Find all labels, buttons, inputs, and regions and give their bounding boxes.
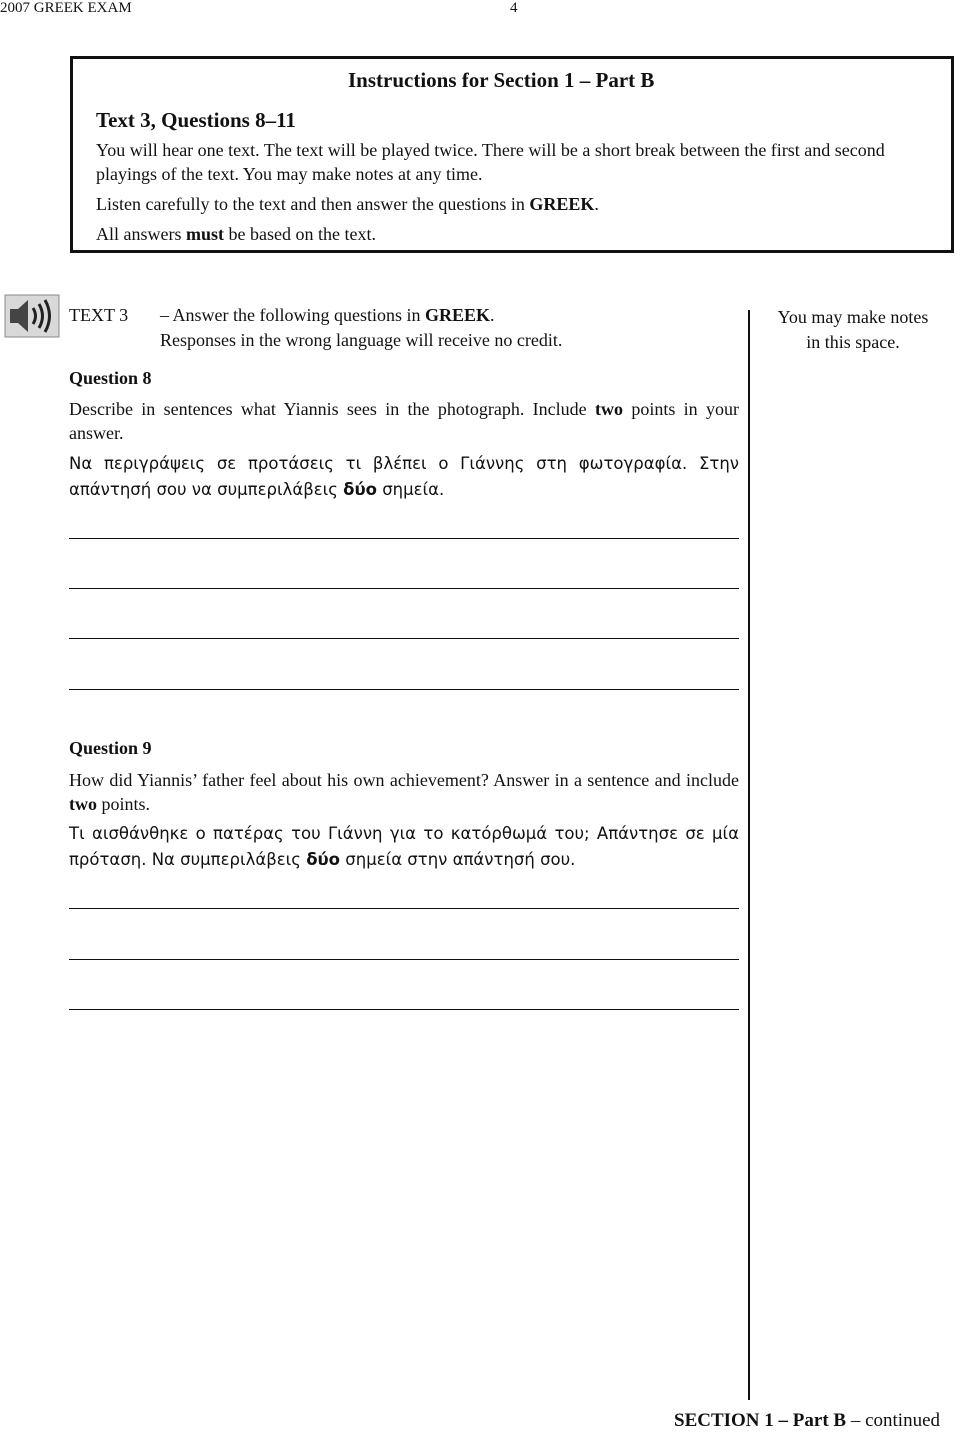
section-footer: SECTION 1 – Part B – continued — [674, 1410, 941, 1431]
text3-warning: Responses in the wrong language will receive no credit. — [160, 330, 563, 350]
answer-line[interactable] — [69, 1009, 739, 1010]
notes-divider — [748, 310, 750, 1400]
exam-header-title: 2007 GREEK EXAM — [0, 0, 132, 16]
instructions-subtitle: Text 3, Questions 8–11 — [96, 108, 296, 132]
answer-line[interactable] — [69, 959, 739, 960]
instructions-paragraph-3: All answers must be based on the text. — [96, 224, 376, 244]
question-9-greek: Τι αισθάνθηκε ο πατέρας του Γιάννη για το κατόρθωμά του; Απάντησε σε μία πρόταση. Να συμπεριλάβεις δύο σημεία στην απάντησή σου. — [69, 824, 739, 869]
text3-label: TEXT 3 — [69, 305, 129, 325]
answer-line[interactable] — [69, 689, 739, 690]
instructions-paragraph-1: You will hear one text. The text will be played twice. There will be a short break between the first and second playings of the text. You may make notes at any time. — [96, 140, 885, 184]
instructions-paragraph-2: Listen carefully to the text and then answer the questions in GREEK. — [96, 194, 599, 214]
notes-caption: You may make notes in this space. — [777, 307, 929, 352]
question-9-title: Question 9 — [69, 738, 152, 758]
answer-line[interactable] — [69, 538, 739, 539]
question-8-greek: Να περιγράψεις σε προτάσεις τι βλέπει ο Γιάννης στη φωτογραφία. Στην απάντησή σου να συμπεριλάβεις δύο σημεία. — [69, 454, 739, 499]
answer-line[interactable] — [69, 638, 739, 639]
text3-instruction: – Answer the following questions in GREEK. — [160, 305, 495, 325]
speaker-audio-icon — [4, 294, 60, 338]
question-8-title: Question 8 — [69, 368, 152, 388]
question-8-english: Describe in sentences what Yiannis sees in the photograph. Include two points in your answer. — [69, 399, 739, 443]
answer-line[interactable] — [69, 908, 739, 909]
answer-line[interactable] — [69, 588, 739, 589]
instructions-title: Instructions for Section 1 – Part B — [348, 68, 655, 92]
page-number: 4 — [510, 0, 518, 16]
question-9-english: How did Yiannis’ father feel about his own achievement? Answer in a sentence and include two points. — [69, 770, 739, 814]
